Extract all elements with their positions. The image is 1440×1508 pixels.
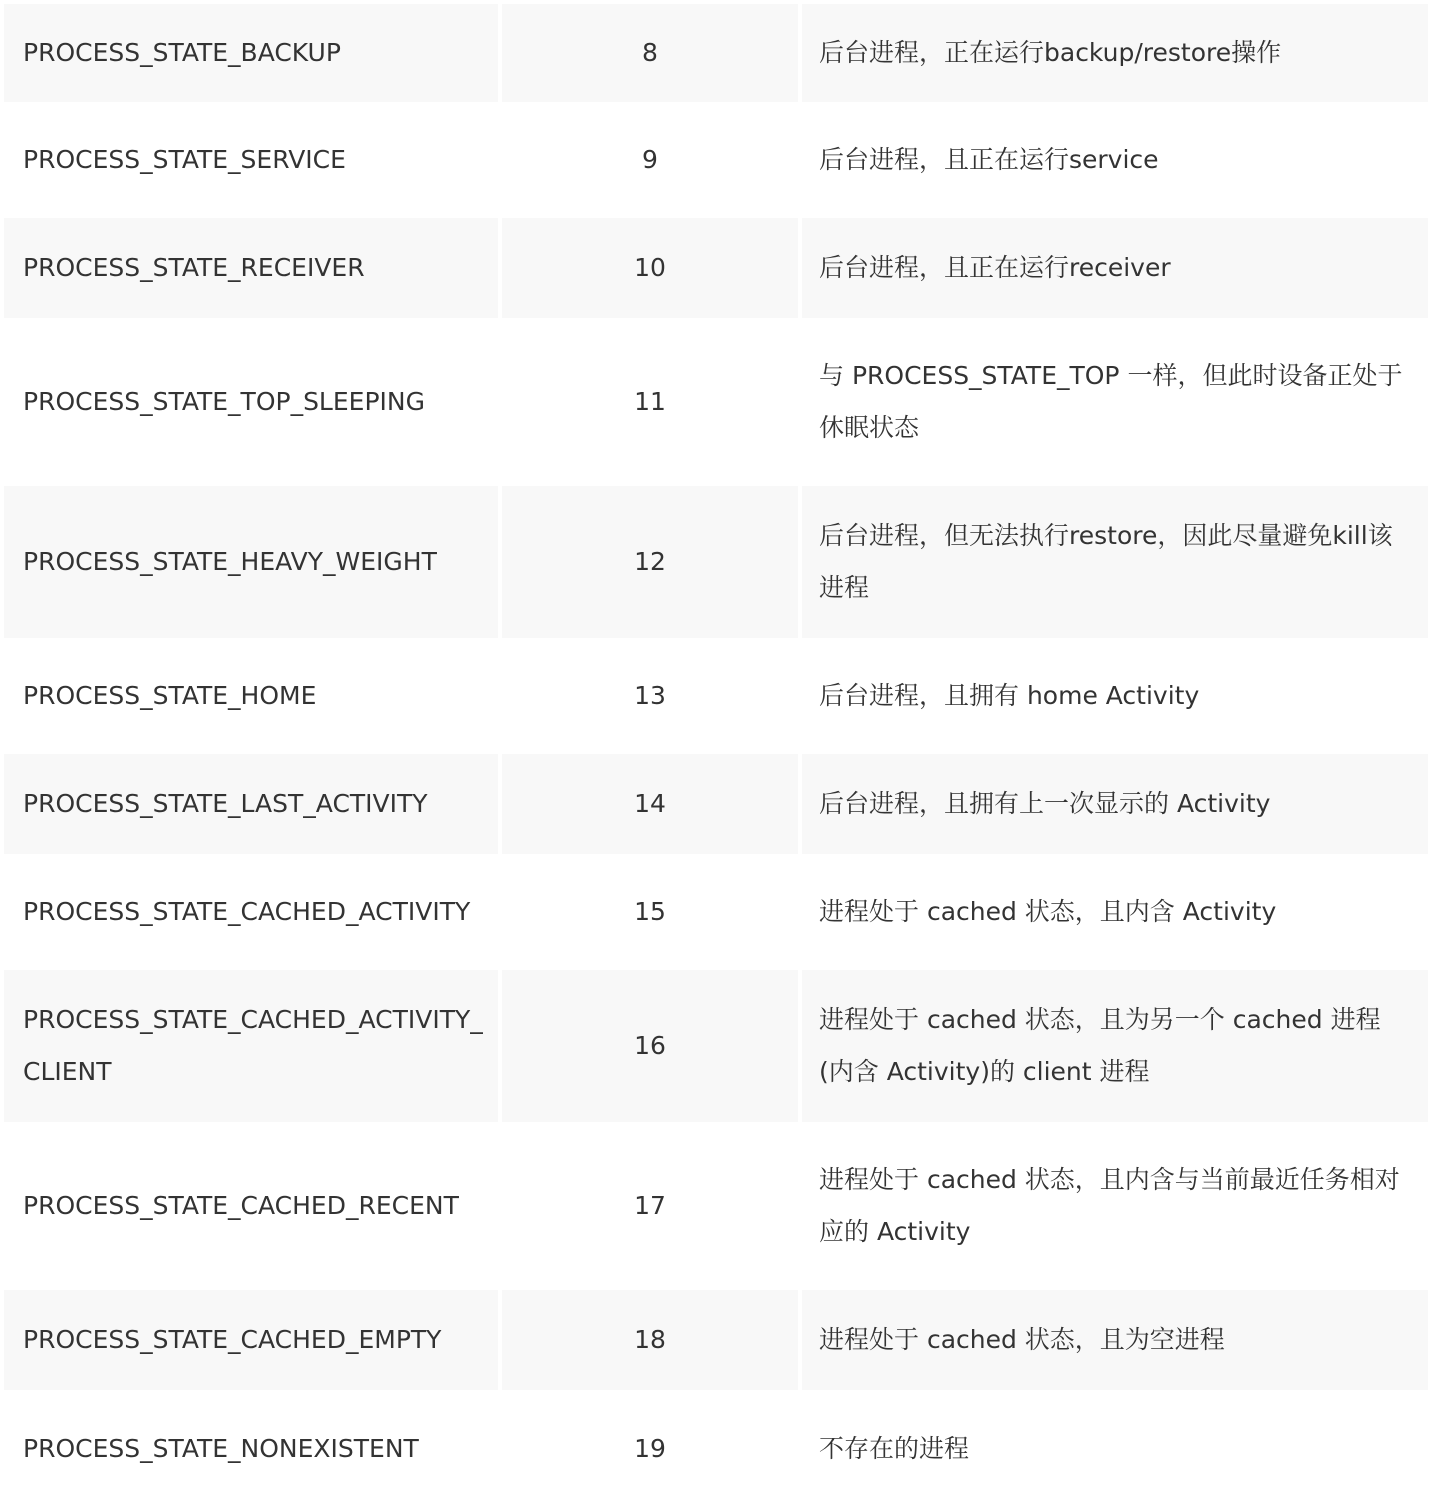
- state-description: 后台进程，且拥有上一次显示的 Activity: [819, 789, 1271, 818]
- state-name: PROCESS_STATE_CACHED_ACTIVITY_CLIENT: [23, 1005, 483, 1086]
- state-name-cell: [4, 218, 498, 318]
- state-value: 8: [642, 38, 658, 67]
- state-value-cell: [502, 110, 798, 210]
- state-description: 后台进程，但无法执行restore，因此尽量避免kill该进程: [819, 521, 1393, 602]
- state-description: 进程处于 cached 状态，且内含与当前最近任务相对应的 Activity: [819, 1165, 1400, 1246]
- state-name: PROCESS_STATE_RECEIVER: [23, 253, 365, 282]
- state-description: 后台进程，且拥有 home Activity: [819, 681, 1200, 710]
- state-value-cell: [502, 218, 798, 318]
- state-value: 9: [642, 145, 658, 174]
- state-value: 10: [634, 253, 666, 282]
- state-value: 18: [634, 1325, 666, 1354]
- state-description-cell: [802, 1290, 1428, 1390]
- table-row: [0, 1126, 1440, 1286]
- table-row: [0, 642, 1440, 750]
- state-value-cell: [502, 4, 798, 102]
- state-description: 进程处于 cached 状态，且内含 Activity: [819, 897, 1277, 926]
- state-value: 16: [634, 1031, 666, 1060]
- state-description: 进程处于 cached 状态，且为空进程: [819, 1325, 1225, 1354]
- state-description-cell: [802, 4, 1428, 102]
- table-row: [0, 0, 1440, 106]
- state-name: PROCESS_STATE_TOP_SLEEPING: [23, 387, 425, 416]
- table-row: [0, 482, 1440, 642]
- state-description: 与 PROCESS_STATE_TOP 一样，但此时设备正处于休眠状态: [819, 361, 1403, 442]
- state-description-cell: [802, 486, 1428, 638]
- state-name-cell: [4, 486, 498, 638]
- state-value: 14: [634, 789, 666, 818]
- table-row: [0, 1394, 1440, 1504]
- state-name: PROCESS_STATE_HEAVY_WEIGHT: [23, 547, 437, 576]
- table-row: [0, 858, 1440, 966]
- state-description-cell: [802, 218, 1428, 318]
- state-name: PROCESS_STATE_SERVICE: [23, 145, 346, 174]
- state-description-cell: [802, 1398, 1428, 1500]
- table-row: [0, 214, 1440, 322]
- state-name: PROCESS_STATE_CACHED_EMPTY: [23, 1325, 442, 1354]
- state-name: PROCESS_STATE_CACHED_ACTIVITY: [23, 897, 471, 926]
- state-value: 13: [634, 681, 666, 710]
- state-description-cell: [802, 646, 1428, 746]
- state-description-cell: [802, 862, 1428, 962]
- state-value-cell: [502, 1398, 798, 1500]
- state-name-cell: [4, 1290, 498, 1390]
- state-name-cell: [4, 1398, 498, 1500]
- state-description: 后台进程，且正在运行service: [819, 145, 1159, 174]
- state-value-cell: [502, 862, 798, 962]
- state-value: 19: [634, 1434, 666, 1463]
- state-value-cell: [502, 646, 798, 746]
- state-name-cell: [4, 862, 498, 962]
- state-name-cell: [4, 754, 498, 854]
- state-name-cell: [4, 970, 498, 1122]
- table-row: [0, 1286, 1440, 1394]
- table-row: [0, 966, 1440, 1126]
- table-row: [0, 322, 1440, 482]
- state-value: 15: [634, 897, 666, 926]
- state-value-cell: [502, 970, 798, 1122]
- state-value-cell: [502, 326, 798, 478]
- state-value: 11: [634, 387, 666, 416]
- state-name-cell: [4, 4, 498, 102]
- table-row: [0, 106, 1440, 214]
- state-name-cell: [4, 326, 498, 478]
- state-name: PROCESS_STATE_LAST_ACTIVITY: [23, 789, 428, 818]
- state-value: 12: [634, 547, 666, 576]
- state-value-cell: [502, 1290, 798, 1390]
- state-description-cell: [802, 110, 1428, 210]
- state-description-cell: [802, 1130, 1428, 1282]
- state-description-cell: [802, 326, 1428, 478]
- state-name-cell: [4, 646, 498, 746]
- state-name: PROCESS_STATE_BACKUP: [23, 38, 341, 67]
- state-name-cell: [4, 1130, 498, 1282]
- state-value-cell: [502, 754, 798, 854]
- state-description: 进程处于 cached 状态，且为另一个 cached 进程(内含 Activity)的 client 进程: [819, 1005, 1381, 1086]
- state-description-cell: [802, 970, 1428, 1122]
- state-description: 不存在的进程: [819, 1434, 970, 1463]
- state-value: 17: [634, 1191, 666, 1220]
- state-name: PROCESS_STATE_HOME: [23, 681, 317, 710]
- state-name-cell: [4, 110, 498, 210]
- state-value-cell: [502, 486, 798, 638]
- state-description-cell: [802, 754, 1428, 854]
- state-description: 后台进程，正在运行backup/restore操作: [819, 38, 1282, 67]
- state-name: PROCESS_STATE_CACHED_RECENT: [23, 1191, 459, 1220]
- state-value-cell: [502, 1130, 798, 1282]
- table-row: [0, 750, 1440, 858]
- state-description: 后台进程，且正在运行receiver: [819, 253, 1171, 282]
- state-name: PROCESS_STATE_NONEXISTENT: [23, 1434, 419, 1463]
